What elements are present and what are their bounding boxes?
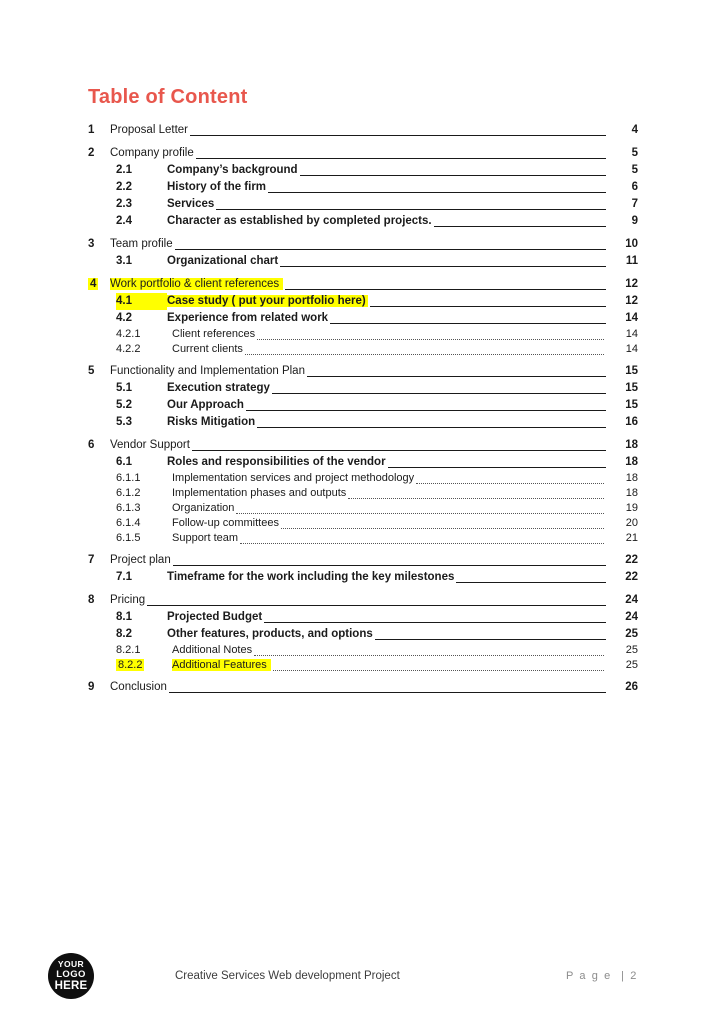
toc-page-number: 14 <box>625 343 638 355</box>
toc-leader <box>216 196 606 213</box>
toc-entry[interactable] <box>88 380 638 397</box>
toc-entry[interactable] <box>88 179 638 196</box>
toc-page-number: 15 <box>625 399 638 411</box>
toc-entry[interactable] <box>88 516 638 531</box>
toc-page-number: 20 <box>625 517 638 529</box>
toc-entry-number: 4.1 <box>116 293 167 310</box>
toc-leader <box>192 437 606 454</box>
toc-entry-number: 5.1 <box>116 382 132 394</box>
toc-page-number: 5 <box>631 164 638 176</box>
toc-page-number: 22 <box>625 571 638 583</box>
toc-entry-label: Our Approach <box>167 399 244 411</box>
toc-leader <box>173 552 606 569</box>
toc-entry[interactable] <box>88 213 638 230</box>
toc-entry-label: Organization <box>172 502 235 514</box>
toc-entry-label: Company’s background <box>167 164 298 176</box>
toc-entry-number: 2.2 <box>116 181 132 193</box>
toc-leader <box>416 471 606 486</box>
toc-entry-number: 4.2 <box>116 312 132 324</box>
toc-entry-label: Conclusion <box>110 681 167 693</box>
logo-placeholder-icon <box>48 953 94 999</box>
toc-page-number: 9 <box>631 215 638 227</box>
toc-leader <box>175 236 606 253</box>
toc-page-number: 21 <box>625 532 638 544</box>
toc-entry-number: 8.2 <box>116 628 132 640</box>
toc-entry-label: Case study ( put your portfolio here) <box>167 295 366 307</box>
toc-entry-label: Implementation services and project methodology <box>172 472 415 484</box>
toc-entry-label: Additional Notes <box>172 644 253 656</box>
toc-entry[interactable] <box>88 253 638 270</box>
toc-entry-number: 6.1.3 <box>116 502 141 514</box>
toc-entry-number: 6.1 <box>116 456 132 468</box>
toc-page-number: 12 <box>625 278 638 290</box>
logo-text-line: HERE <box>54 980 88 992</box>
toc-entry[interactable] <box>88 236 638 253</box>
toc-leader <box>268 179 606 196</box>
toc-page-number: 14 <box>625 312 638 324</box>
toc-leader <box>330 310 606 327</box>
toc-page-number: 18 <box>625 439 638 451</box>
toc-leader <box>246 397 606 414</box>
logo-text-line: YOUR <box>57 959 85 969</box>
footer-page-number: P a g e | 2 <box>565 970 638 982</box>
toc-entry-label: Projected Budget <box>167 611 263 623</box>
toc-entry[interactable] <box>88 310 638 327</box>
toc-leader <box>240 531 606 546</box>
toc-entry-label: Pricing <box>110 594 146 606</box>
toc-entry-label: Organizational chart <box>167 255 279 267</box>
toc-entry[interactable] <box>88 363 638 380</box>
toc-entry-number: 5 <box>88 365 95 377</box>
toc-leader <box>348 486 606 501</box>
toc-leader <box>169 679 606 696</box>
toc-leader <box>264 609 606 626</box>
toc-entry-number: 8 <box>88 594 95 606</box>
toc-entry-number: 4.2.2 <box>116 343 141 355</box>
toc-entry-number: 8.2.1 <box>116 644 141 656</box>
toc-page-number: 4 <box>631 124 638 136</box>
toc-leader <box>147 592 606 609</box>
toc-leader <box>236 501 606 516</box>
toc-leader <box>375 626 606 643</box>
toc-entry-number: 4 <box>90 278 97 290</box>
toc-entry-label: Experience from related work <box>167 312 329 324</box>
toc-entry-number: 6.1.5 <box>116 532 141 544</box>
toc-entry-label: Timeframe for the work including the key milestones <box>167 571 455 583</box>
toc-entry-number: 6.1.2 <box>116 487 141 499</box>
toc-leader <box>285 276 606 293</box>
toc-entry-label: Follow-up committees <box>172 517 279 529</box>
toc-entry-number: 8.1 <box>116 611 132 623</box>
toc-entry[interactable] <box>88 397 638 414</box>
toc-page-number: 25 <box>625 628 638 640</box>
toc-entry[interactable] <box>88 276 638 293</box>
toc-entry-number: 1 <box>88 124 95 136</box>
toc-entry[interactable] <box>88 609 638 626</box>
toc-entry-label: Support team <box>172 532 239 544</box>
toc-leader <box>307 363 606 380</box>
toc-entry-label: Roles and responsibilities of the vendor <box>167 456 386 468</box>
toc-leader <box>456 569 606 586</box>
toc-page-number: 6 <box>631 181 638 193</box>
toc-entry-number: 6.1.1 <box>116 472 141 484</box>
toc-entry[interactable] <box>88 471 638 486</box>
toc-entry-label: Company profile <box>110 147 194 159</box>
toc-entry[interactable] <box>88 552 638 569</box>
page-footer <box>48 952 638 1000</box>
toc-entry-label: Project plan <box>110 554 171 566</box>
toc-entry[interactable] <box>88 437 638 454</box>
toc-leader <box>434 213 606 230</box>
footer-document-title: Creative Services Web development Project <box>175 970 400 982</box>
toc-entry-label: Risks Mitigation <box>167 416 256 428</box>
toc-page-number: 16 <box>625 416 638 428</box>
toc-leader <box>190 122 606 139</box>
toc-entry-number: 5.2 <box>116 399 132 411</box>
toc-entry[interactable] <box>88 196 638 213</box>
toc-page-number: 11 <box>625 255 638 267</box>
toc-entry-label: Other features, products, and options <box>167 628 373 640</box>
toc-page-number: 14 <box>625 328 638 340</box>
toc-entry-number: 6.1.4 <box>116 517 141 529</box>
toc-entry-number: 5.3 <box>116 416 132 428</box>
toc-page-number: 5 <box>631 147 638 159</box>
toc-entry-number: 7.1 <box>116 571 132 583</box>
toc-page-number: 15 <box>625 382 638 394</box>
toc-page-number: 24 <box>625 594 638 606</box>
toc-entry[interactable] <box>88 531 638 546</box>
toc-page-number: 26 <box>625 681 638 693</box>
toc-entry-label: Current clients <box>172 343 243 355</box>
toc-entry-label: Functionality and Implementation Plan <box>110 365 305 377</box>
toc-page-number: 12 <box>625 295 638 307</box>
toc-leader <box>280 253 606 270</box>
toc-entry-number: 2.3 <box>116 198 132 210</box>
toc-entry[interactable] <box>88 658 638 673</box>
toc-page-number: 25 <box>625 659 638 671</box>
toc-entry-label: Client references <box>172 328 256 340</box>
toc-leader <box>257 414 606 431</box>
toc-entry-number: 2.1 <box>116 164 132 176</box>
toc-entry-number: 2 <box>88 147 95 159</box>
toc-entry[interactable] <box>88 122 638 139</box>
toc-entry-number: 3.1 <box>116 255 132 267</box>
toc-entry-label: Character as established by completed projects. <box>167 215 432 227</box>
logo-text-line: LOGO <box>56 968 86 980</box>
toc-list <box>88 122 638 696</box>
toc-page-number: 18 <box>625 472 638 484</box>
page-title: Table of Content <box>88 86 248 108</box>
toc-leader <box>388 454 606 471</box>
toc-entry-number: 7 <box>88 554 95 566</box>
toc-entry[interactable] <box>88 626 638 643</box>
toc-leader <box>281 516 606 531</box>
toc-page-number: 19 <box>625 502 638 514</box>
toc-entry-label: Team profile <box>110 238 173 250</box>
toc-page-number: 25 <box>625 644 638 656</box>
toc-page-number: 24 <box>625 611 638 623</box>
toc-entry[interactable] <box>88 145 638 162</box>
toc-entry-label: Additional Features <box>172 658 271 673</box>
toc-page-number: 7 <box>631 198 638 210</box>
toc-entry-number: 4.2.1 <box>116 328 141 340</box>
toc-leader <box>196 145 606 162</box>
toc-entry[interactable] <box>88 162 638 179</box>
toc-entry-label: Implementation phases and outputs <box>172 487 347 499</box>
toc-entry-number: 6 <box>88 439 95 451</box>
toc-entry-label: Work portfolio & client references <box>110 276 283 293</box>
toc-entry-label: Services <box>167 198 215 210</box>
toc-entry[interactable] <box>88 643 638 658</box>
toc-entry[interactable] <box>88 569 638 586</box>
toc-page-number: 18 <box>625 487 638 499</box>
toc-leader <box>273 658 606 673</box>
toc-entry[interactable] <box>88 501 638 516</box>
toc-entry[interactable] <box>88 293 638 310</box>
toc-entry[interactable] <box>88 454 638 471</box>
toc-page-number: 10 <box>625 238 638 250</box>
toc-leader <box>257 327 606 342</box>
toc-entry-label: History of the firm <box>167 181 267 193</box>
toc-entry[interactable] <box>88 327 638 342</box>
toc-leader <box>370 293 606 310</box>
toc-entry-number: 2.4 <box>116 215 132 227</box>
toc-leader <box>245 342 606 357</box>
toc-entry[interactable] <box>88 342 638 357</box>
toc-page-number: 22 <box>625 554 638 566</box>
toc-entry[interactable] <box>88 679 638 696</box>
toc-entry-number: 9 <box>88 681 95 693</box>
toc-entry-number: 8.2.2 <box>118 659 143 671</box>
toc-entry-number: 3 <box>88 238 95 250</box>
toc-entry[interactable] <box>88 486 638 501</box>
toc-leader <box>272 380 606 397</box>
toc-page-number: 18 <box>625 456 638 468</box>
toc-page-number: 15 <box>625 365 638 377</box>
toc-entry-label: Proposal Letter <box>110 124 188 136</box>
toc-entry-label: Vendor Support <box>110 439 190 451</box>
toc-entry[interactable] <box>88 414 638 431</box>
toc-entry-label: Execution strategy <box>167 382 270 394</box>
toc-leader <box>254 643 606 658</box>
toc-leader <box>300 162 606 179</box>
toc-entry[interactable] <box>88 592 638 609</box>
